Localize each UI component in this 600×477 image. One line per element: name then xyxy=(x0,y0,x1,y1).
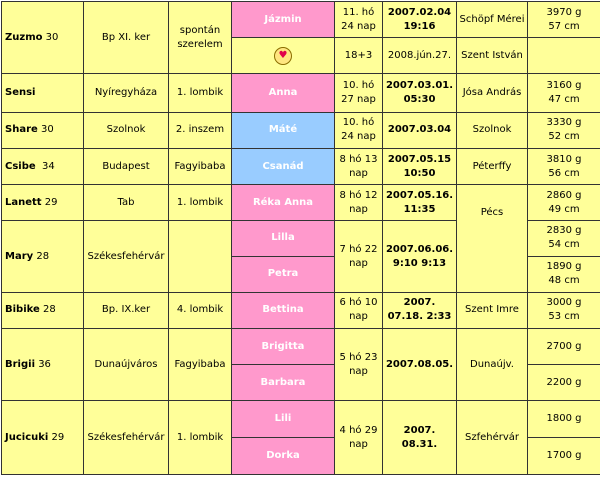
duration-cell: 4 hó 29 nap xyxy=(335,401,383,475)
mother-name-cell: Sensi xyxy=(2,74,84,112)
birth-date-cell: 2007.05.16. 11:35 xyxy=(383,185,457,221)
duration-cell: 10. hó 27 nap xyxy=(335,74,383,112)
baby-name-cell: Barbara xyxy=(232,365,335,401)
hospital-cell: Pécs xyxy=(457,185,528,293)
method-cell: 4. lombik xyxy=(169,292,232,328)
weight-length-cell: 3810 g 56 cm xyxy=(528,148,600,184)
weight-length-cell: 2700 g xyxy=(528,328,600,364)
method-cell xyxy=(169,221,232,292)
hospital-cell: Szent István xyxy=(457,38,528,74)
method-cell: spontán szerelem xyxy=(169,2,232,74)
birth-date-cell: 2007. 07.18. 2:33 xyxy=(383,292,457,328)
method-cell: Fagyibaba xyxy=(169,148,232,184)
birth-date-cell: 2007.06.06. 9:10 9:13 xyxy=(383,221,457,292)
baby-name-cell: Lilla xyxy=(232,221,335,256)
weight-length-cell: 2830 g 54 cm xyxy=(528,221,600,256)
method-cell: Fagyibaba xyxy=(169,328,232,400)
duration-cell: 5 hó 23 nap xyxy=(335,328,383,400)
city-cell: Nyíregyháza xyxy=(84,74,169,112)
table-row xyxy=(2,292,600,328)
baby-name-cell: Jázmin xyxy=(232,2,335,38)
baby-name-cell: Petra xyxy=(232,256,335,292)
birth-date-cell: 2007.03.04 xyxy=(383,112,457,148)
birth-date-cell: 2007. 08.31. xyxy=(383,401,457,475)
hospital-cell: Szfehérvár xyxy=(457,401,528,475)
weight-length-cell: 1890 g 48 cm xyxy=(528,256,600,292)
hospital-cell: Szolnok xyxy=(457,112,528,148)
weight-length-cell: 3000 g 53 cm xyxy=(528,292,600,328)
hospital-cell: Jósa András xyxy=(457,74,528,112)
mother-name-cell: Lanett 29 xyxy=(2,185,84,221)
mother-name-cell: Share 30 xyxy=(2,112,84,148)
duration-cell: 11. hó 24 nap xyxy=(335,2,383,38)
weight-length-cell: 3160 g 47 cm xyxy=(528,74,600,112)
mother-name-cell: Csibe 34 xyxy=(2,148,84,184)
table-row xyxy=(2,328,600,364)
mother-name-cell: Jucicuki 29 xyxy=(2,401,84,475)
weight-length-cell: 1700 g xyxy=(528,437,600,474)
city-cell: Bp XI. ker xyxy=(84,2,169,74)
hospital-cell: Dunaújv. xyxy=(457,328,528,400)
method-cell: 1. lombik xyxy=(169,185,232,221)
weight-length-cell xyxy=(528,38,600,74)
birth-date-cell: 2007.03.01. 05:30 xyxy=(383,74,457,112)
weight-length-cell: 3970 g 57 cm xyxy=(528,2,600,38)
birth-date-cell: 2007.08.05. xyxy=(383,328,457,400)
baby-name-cell: Dorka xyxy=(232,437,335,474)
method-cell: 1. lombik xyxy=(169,401,232,475)
badge-cell xyxy=(232,38,335,74)
mother-name-cell: Zuzmo 30 xyxy=(2,2,84,74)
baby-name-cell: Bettina xyxy=(232,292,335,328)
city-cell: Dunaújváros xyxy=(84,328,169,400)
birth-date-cell: 2007.05.15 10:50 xyxy=(383,148,457,184)
table-row xyxy=(2,74,600,112)
table-row xyxy=(2,401,600,437)
duration-cell: 8 hó 13 nap xyxy=(335,148,383,184)
weight-length-cell: 1800 g xyxy=(528,401,600,437)
score-cell: 18+3 xyxy=(335,38,383,74)
duration-cell: 10. hó 24 nap xyxy=(335,112,383,148)
table-row xyxy=(2,112,600,148)
city-cell: Budapest xyxy=(84,148,169,184)
heart-badge-icon[interactable]: ♥ xyxy=(274,47,292,65)
births-table xyxy=(1,1,600,475)
city-cell: Székesfehérvár xyxy=(84,401,169,475)
baby-name-cell: Anna xyxy=(232,74,335,112)
duration-cell: 7 hó 22 nap xyxy=(335,221,383,292)
duration-cell: 6 hó 10 nap xyxy=(335,292,383,328)
baby-name-cell: Réka Anna xyxy=(232,185,335,221)
mother-name-cell: Mary 28 xyxy=(2,221,84,292)
weight-length-cell: 2860 g 49 cm xyxy=(528,185,600,221)
weight-length-cell: 2200 g xyxy=(528,365,600,401)
method-cell: 2. inszem xyxy=(169,112,232,148)
table-row xyxy=(2,185,600,221)
city-cell: Székesfehérvár xyxy=(84,221,169,292)
duration-cell: 8 hó 12 nap xyxy=(335,185,383,221)
baby-name-cell: Máté xyxy=(232,112,335,148)
baby-name-cell: Lili xyxy=(232,401,335,437)
mother-name-cell: Brigii 36 xyxy=(2,328,84,400)
hospital-cell: Schöpf Mérei xyxy=(457,2,528,38)
mother-name-cell: Bibike 28 xyxy=(2,292,84,328)
city-cell: Szolnok xyxy=(84,112,169,148)
baby-name-cell: Brigitta xyxy=(232,328,335,364)
baby-name-cell: Csanád xyxy=(232,148,335,184)
method-cell: 1. lombik xyxy=(169,74,232,112)
city-cell: Tab xyxy=(84,185,169,221)
hospital-cell: Szent Imre xyxy=(457,292,528,328)
hospital-cell: Péterffy xyxy=(457,148,528,184)
birth-date-cell: 2007.02.04 19:16 xyxy=(383,2,457,38)
weight-length-cell: 3330 g 52 cm xyxy=(528,112,600,148)
city-cell: Bp. IX.ker xyxy=(84,292,169,328)
table-row xyxy=(2,2,600,38)
table-row xyxy=(2,148,600,184)
birth-date-cell: 2008.jún.27. xyxy=(383,38,457,74)
